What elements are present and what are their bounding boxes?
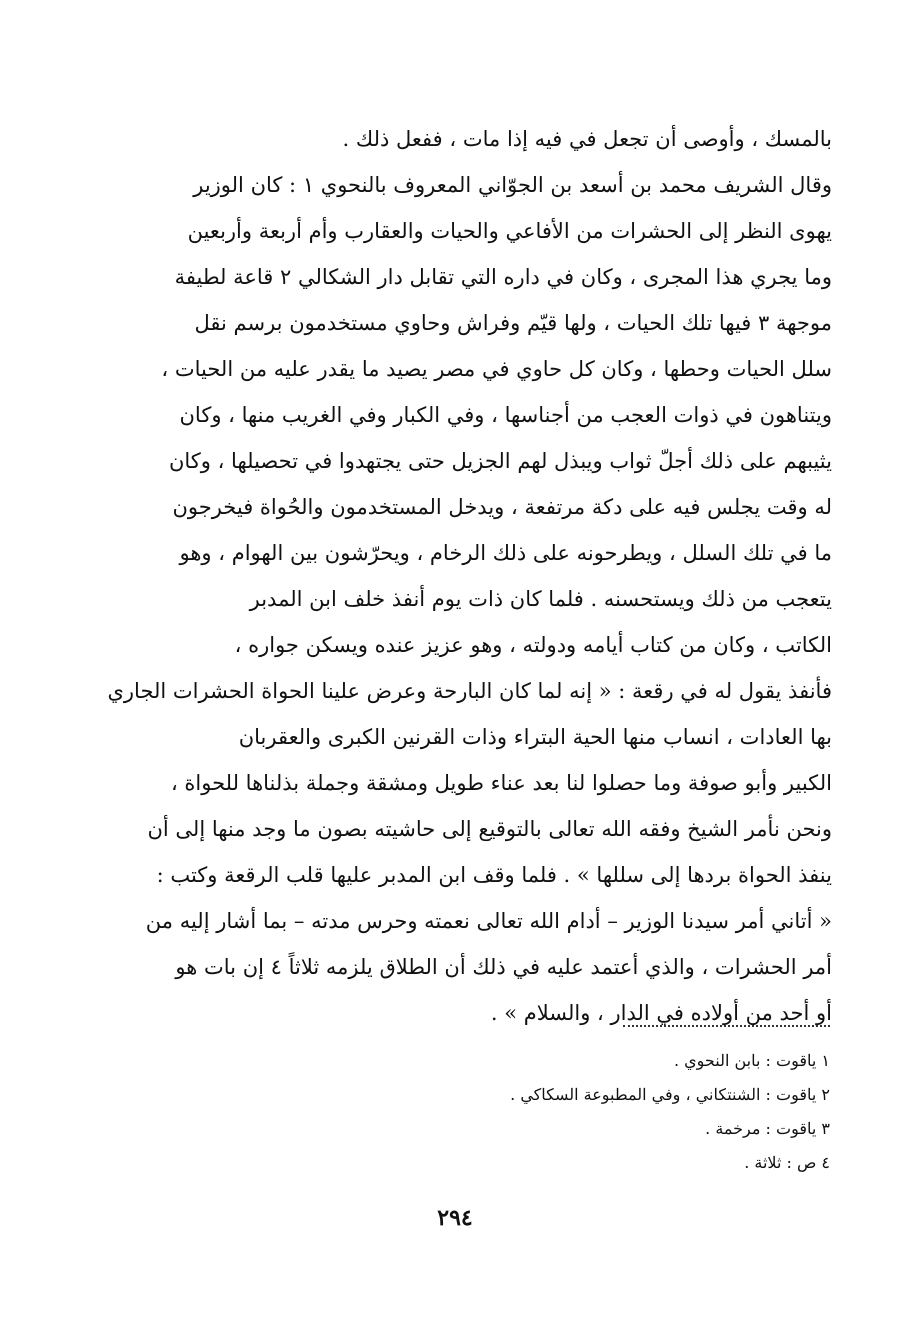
- footnote: ٤ ص : ثلاثة .: [744, 1153, 830, 1172]
- text-line: فأنفذ يقول له في رقعة : « إنه لما كان البارحة وعرض علينا الحواة الحشرات الجاري: [107, 679, 832, 703]
- footnote-separator: [623, 1025, 830, 1027]
- text-line: « أتاني أمر سيدنا الوزير – أدام الله تعالى نعمته وحرس مدته – بما أشار إليه من: [145, 909, 832, 933]
- text-line: أو أحد من أولاده في الدار ، والسلام » .: [490, 1001, 832, 1025]
- footnote: ٢ ياقوت : الشنتكاني ، وفي المطبوعة السكاكي .: [510, 1085, 830, 1104]
- text-line: الكاتب ، وكان من كتاب أيامه ودولته ، وهو عزيز عنده ويسكن جواره ،: [234, 633, 832, 657]
- text-line: وقال الشريف محمد بن أسعد بن الجوّاني المعروف بالنحوي ١ : كان الوزير: [193, 173, 832, 197]
- page-number: ٢٩٤: [437, 1205, 473, 1231]
- text-line: له وقت يجلس فيه على دكة مرتفعة ، ويدخل المستخدمون والحُواة فيخرجون: [172, 495, 832, 519]
- text-line: الكبير وأبو صوفة وما حصلوا لنا بعد عناء طويل ومشقة وجملة بذلناها للحواة ،: [170, 771, 832, 795]
- text-line: بالمسك ، وأوصى أن تجعل في فيه إذا مات ، ففعل ذلك .: [342, 127, 832, 151]
- text-line: أمر الحشرات ، والذي أعتمد عليه في ذلك أن الطلاق يلزمه ثلاثاً ٤ إن بات هو: [175, 955, 832, 979]
- text-line: ونحن نأمر الشيخ وفقه الله تعالى بالتوقيع إلى حاشيته بصون ما وجد منها إلى أن: [147, 817, 832, 841]
- text-line: ما في تلك السلل ، ويطرحونه على ذلك الرخام ، ويحرّشون بين الهوام ، وهو: [179, 541, 832, 565]
- main-text-block: [100, 116, 832, 1036]
- footnotes-block: [380, 1044, 830, 1180]
- text-line: يثيبهم على ذلك أجلّ ثواب ويبذل لهم الجزيل حتى يجتهدوا في تحصيلها ، وكان: [168, 449, 832, 473]
- text-line: موجهة ٣ فيها تلك الحيات ، ولها قيّم وفراش وحاوي مستخدمون برسم نقل: [194, 311, 832, 335]
- text-line: يهوى النظر إلى الحشرات من الأفاعي والحيات والعقارب وأم أربعة وأربعين: [187, 219, 832, 243]
- footnote: ٣ ياقوت : مرخمة .: [705, 1119, 830, 1138]
- footnote: ١ ياقوت : بابن النحوي .: [673, 1051, 830, 1070]
- text-line: بها العادات ، انساب منها الحية البتراء وذات القرنين الكبرى والعقربان: [238, 725, 832, 749]
- text-line: ينفذ الحواة بردها إلى سللها » . فلما وقف ابن المدبر عليها قلب الرقعة وكتب :: [156, 863, 832, 887]
- text-line: يتعجب من ذلك ويستحسنه . فلما كان ذات يوم أنفذ خلف ابن المدبر: [249, 587, 832, 611]
- text-line: ويتناهون في ذوات العجب من أجناسها ، وفي الكبار وفي الغريب منها ، وكان: [179, 403, 832, 427]
- text-line: وما يجري هذا المجرى ، وكان في داره التي تقابل دار الشكالي ٢ قاعة لطيفة: [174, 265, 832, 289]
- text-line: سلل الحيات وحطها ، وكان كل حاوي في مصر يصيد ما يقدر عليه من الحيات ،: [161, 357, 832, 381]
